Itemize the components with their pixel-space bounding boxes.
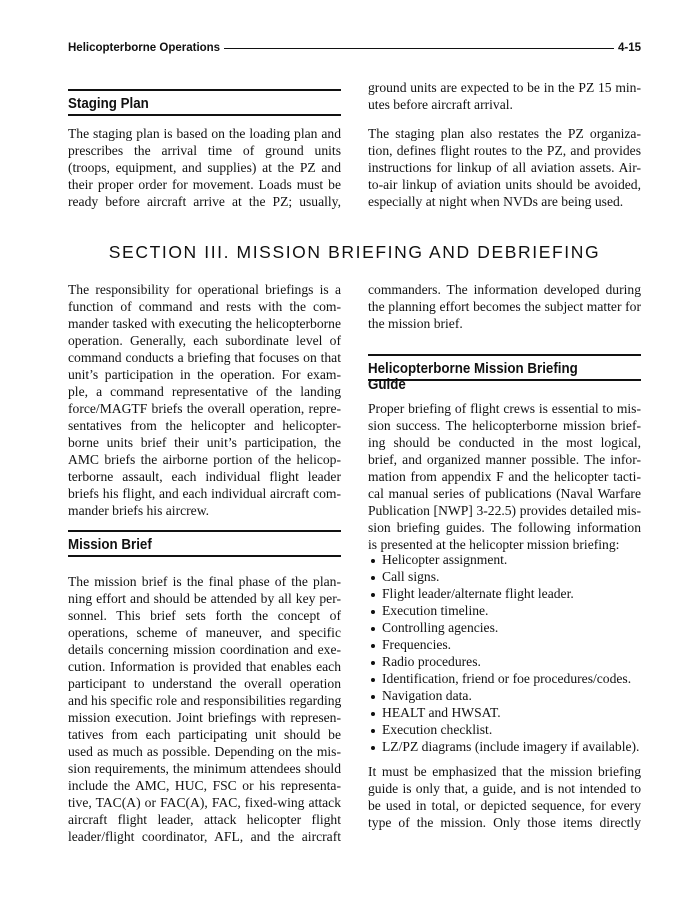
list-item: Frequencies. bbox=[368, 636, 641, 653]
text-line: Proper briefing of flight crews is essential to mis- bbox=[368, 401, 641, 416]
text-line: details concerning mission coordination and exe- bbox=[68, 642, 341, 657]
heading-text: Mission Brief bbox=[68, 537, 152, 553]
text-line: sion success. The helicopterborne mission brief- bbox=[368, 418, 641, 433]
list-item: Execution timeline. bbox=[368, 602, 641, 619]
text-line: participant to understand the overall operation bbox=[68, 676, 341, 691]
text-line: unit’s participation in the operation. For exam- bbox=[68, 367, 341, 382]
text-line: to-air linkup of aviation units should be avoided, bbox=[368, 177, 641, 192]
text-line: The staging plan is based on the loading plan and bbox=[68, 126, 341, 141]
list-item: Radio procedures. bbox=[368, 653, 641, 670]
text-line: leader/flight coordinator, AFL, and the aircraft bbox=[68, 829, 341, 844]
text-line: the planning effort becomes the subject matter for bbox=[368, 299, 641, 314]
running-header bbox=[68, 40, 641, 56]
list-item: Execution checklist. bbox=[368, 721, 641, 738]
list-item: Navigation data. bbox=[368, 687, 641, 704]
text-line: be used in total, or depicted sequence, for every bbox=[368, 798, 641, 813]
text-line: The mission brief is the final phase of the plan- bbox=[68, 574, 341, 589]
text-line: ground units are expected to be in the PZ 15 min- bbox=[368, 80, 641, 95]
list-item: HEALT and HWSAT. bbox=[368, 704, 641, 721]
text-line: commanders. The information developed during bbox=[368, 282, 641, 297]
list-item: Controlling agencies. bbox=[368, 619, 641, 636]
text-line: briefs his flight, and each individual aircraft com- bbox=[68, 486, 341, 501]
text-line: brief, and organized manner possible. The infor- bbox=[368, 452, 641, 467]
text-line: sonnel. This brief sets forth the concept of bbox=[68, 608, 341, 623]
header-rule bbox=[224, 48, 614, 49]
text-line: mission execution. Joint briefings with represen- bbox=[68, 710, 341, 725]
heading-text: Staging Plan bbox=[68, 96, 149, 112]
text-line: guide is only that, a guide, and is not intended to bbox=[368, 781, 641, 796]
text-line: tion, defines flight routes to the PZ, and provides bbox=[368, 143, 641, 158]
staging-right-para-1 bbox=[368, 79, 641, 113]
list-item: LZ/PZ diagrams (include imagery if available). bbox=[368, 738, 641, 755]
list-item: Helicopter assignment. bbox=[368, 551, 641, 568]
text-line: their proper order for movement. Loads must be bbox=[68, 177, 341, 192]
text-line: sion briefing guides. The following information bbox=[368, 520, 641, 535]
text-line: especially at night when NVDs are being used. bbox=[368, 194, 624, 209]
briefing-guide-closing-para bbox=[368, 763, 641, 831]
staging-plan-heading bbox=[68, 89, 341, 116]
text-line: (troops, equipment, and supplies) at the PZ and bbox=[68, 160, 341, 175]
text-line: ready before aircraft arrive at the PZ; usually, bbox=[68, 194, 341, 209]
text-line: operations, scheme of maneuver, and specific bbox=[68, 625, 341, 640]
staging-right-para-2 bbox=[368, 125, 641, 210]
text-line: Publication [NWP] 3-22.5) provides detailed mis- bbox=[368, 503, 641, 518]
text-line: command conducts a briefing that focuses on that bbox=[68, 350, 341, 365]
briefing-items-list bbox=[368, 551, 641, 755]
text-line: borne units brief their unit’s participation, the bbox=[68, 435, 341, 450]
text-line: The responsibility for operational briefings is a bbox=[68, 282, 341, 297]
list-item: Identification, friend or foe procedures/codes. bbox=[368, 670, 641, 687]
text-line: It must be emphasized that the mission briefing bbox=[368, 764, 641, 779]
text-line: cal manual series of publications (Naval Warfare bbox=[368, 486, 641, 501]
text-line: utes before aircraft arrival. bbox=[368, 97, 513, 112]
mission-brief-para bbox=[68, 573, 341, 845]
text-line: and his specific role and responsibilities regarding bbox=[68, 693, 342, 708]
staging-left-para bbox=[68, 125, 341, 210]
text-line: function of command and rests with the com- bbox=[68, 299, 341, 314]
text-line: ning effort and should be attended by all key per- bbox=[68, 591, 341, 606]
text-line: tatives from each participating unit should be bbox=[68, 727, 341, 742]
header-title: Helicopterborne Operations bbox=[68, 42, 221, 54]
text-line: cution. Information is provided that enables each bbox=[68, 659, 341, 674]
text-line: prescribes the arrival time of ground units bbox=[68, 143, 341, 158]
text-line: AMC briefs the airborne portion of the helicop- bbox=[68, 452, 341, 467]
heading-text: Helicopterborne Mission Briefing Guide bbox=[368, 361, 578, 393]
text-line: type of the mission. Only those items directly bbox=[368, 815, 641, 830]
text-line: force/MAGTF briefs the overall operation, repre- bbox=[68, 401, 341, 416]
text-line: operation. Generally, each subordinate level of bbox=[68, 333, 341, 348]
text-line: ing should be conducted in the most logical, bbox=[368, 435, 641, 450]
text-line: terborne assault, each individual flight leader bbox=[68, 469, 341, 484]
list-item: Flight leader/alternate flight leader. bbox=[368, 585, 641, 602]
text-line: aircraft flight leader, attack helicopter flight bbox=[68, 812, 341, 827]
text-line: sentatives from the helicopter and helicopter- bbox=[68, 418, 341, 433]
text-line: is presented at the helicopter mission briefing: bbox=[368, 537, 620, 552]
intro-continued-para bbox=[368, 281, 641, 332]
text-line: include the AMC, HUC, FSC or his representa- bbox=[68, 778, 341, 793]
text-line: mation from appendix F and the helicopter tacti- bbox=[368, 469, 641, 484]
text-line: mander briefs his aircrew. bbox=[68, 503, 210, 518]
mission-brief-heading bbox=[68, 530, 341, 557]
section-title: SECTION III. MISSION BRIEFING AND DEBRIEFING bbox=[108, 242, 601, 262]
text-line: mander tasked with executing the helicopterborne bbox=[68, 316, 341, 331]
intro-para bbox=[68, 281, 341, 519]
text-line: used as much as possible. Depending on the mis- bbox=[68, 744, 341, 759]
briefing-guide-para bbox=[368, 400, 641, 553]
text-line: ple, a command representative of the landing bbox=[68, 384, 341, 399]
briefing-guide-heading bbox=[368, 354, 641, 393]
text-line: the mission brief. bbox=[368, 316, 463, 331]
text-line: tive, TAC(A) or FAC(A), FAC, fixed-wing attack bbox=[68, 795, 341, 810]
list-item: Call signs. bbox=[368, 568, 641, 585]
text-line: The staging plan also restates the PZ organiza- bbox=[368, 126, 641, 141]
page-number: 4-15 bbox=[617, 42, 641, 54]
text-line: sion requirements, the minimum attendees should bbox=[68, 761, 341, 776]
text-line: instructions for linkup of all aviation assets. Air- bbox=[368, 160, 641, 175]
